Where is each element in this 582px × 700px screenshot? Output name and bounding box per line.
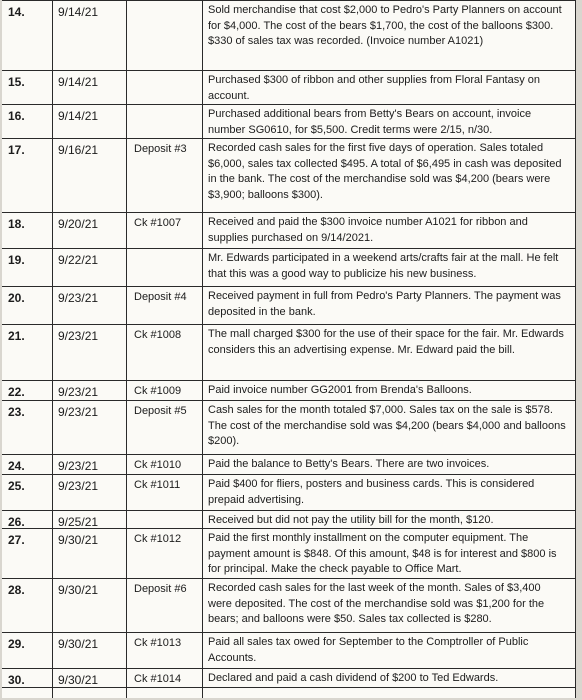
row-description: Purchased additional bears from Betty's Bears on account, invoice number SG0610, for $5,500. Credit terms were 2/15, n/30. bbox=[208, 108, 532, 136]
table-row bbox=[2, 324, 576, 381]
row-number: 21. bbox=[8, 329, 25, 343]
table-row bbox=[2, 632, 576, 669]
row-description: Purchased $300 of ribbon and other supplies from Floral Fantasy on account. bbox=[208, 74, 541, 102]
row-date: 9/14/21 bbox=[58, 109, 99, 123]
table-row bbox=[2, 104, 576, 139]
table-row bbox=[2, 286, 576, 325]
row-date: 9/14/21 bbox=[58, 75, 99, 89]
row-date: 9/23/21 bbox=[58, 459, 99, 473]
row-number: 14. bbox=[8, 5, 25, 19]
row-description: Paid all sales tax owed for September to the Comptroller of Public Accounts. bbox=[208, 636, 529, 664]
row-description: Sold merchandise that cost $2,000 to Pedro's Party Planners on account for $4,000. The cost of the bears $1,700, the cost of the balloons $300. $330 of sales tax was recorded. (Invoice number A1021) bbox=[208, 4, 562, 47]
row-description: Cash sales for the month totaled $7,000. Sales tax on the sale is $578. The cost of the merchandise sold was $4,200 (bears $4,000 and balloons $200). bbox=[208, 404, 566, 447]
row-date: 9/25/21 bbox=[58, 515, 99, 529]
row-reference: Deposit #5 bbox=[134, 405, 187, 417]
row-number: 16. bbox=[8, 109, 25, 123]
table-row bbox=[2, 380, 576, 401]
row-number: 25. bbox=[8, 479, 25, 493]
row-date: 9/30/21 bbox=[58, 533, 99, 547]
row-reference: Ck #1013 bbox=[134, 637, 182, 649]
transaction-sheet bbox=[2, 0, 576, 698]
row-number: 24. bbox=[8, 459, 25, 473]
row-date: 9/23/21 bbox=[58, 405, 99, 419]
row-date: 9/30/21 bbox=[58, 637, 99, 651]
row-description: Recorded cash sales for the last week of the month. Sales of $3,400 were deposited. The cost of the merchandise sold was $1,200 for the bears; and balloons were $50. Sales tax collected is $280. bbox=[208, 582, 545, 625]
row-date: 9/16/21 bbox=[58, 143, 99, 157]
row-description: Received payment in full from Pedro's Party Planners. The payment was deposited in the bank. bbox=[208, 290, 561, 318]
row-number: 28. bbox=[8, 583, 25, 597]
row-reference: Ck #1008 bbox=[134, 329, 182, 341]
row-date: 9/20/21 bbox=[58, 217, 99, 231]
table-row bbox=[2, 70, 576, 105]
row-date: 9/23/21 bbox=[58, 385, 99, 399]
row-date: 9/23/21 bbox=[58, 291, 99, 305]
table-row bbox=[2, 248, 576, 287]
table-row bbox=[2, 510, 576, 529]
row-number: 29. bbox=[8, 637, 25, 651]
row-reference: Ck #1011 bbox=[134, 479, 181, 491]
row-description: The mall charged $300 for the use of their space for the fair. Mr. Edwards considers this an advertising expense. Mr. Edward paid the bill. bbox=[208, 328, 564, 356]
row-date: 9/30/21 bbox=[58, 583, 99, 597]
row-reference: Ck #1009 bbox=[134, 385, 182, 397]
row-reference: Ck #1014 bbox=[134, 673, 182, 685]
table-row bbox=[2, 578, 576, 633]
table-bottom-border bbox=[2, 687, 576, 688]
row-number: 18. bbox=[8, 217, 25, 231]
row-number: 22. bbox=[8, 385, 25, 399]
row-reference: Ck #1010 bbox=[134, 459, 182, 471]
row-number: 26. bbox=[8, 515, 25, 529]
table-row bbox=[2, 400, 576, 455]
row-description: Received but did not pay the utility bill for the month, $120. bbox=[208, 514, 494, 526]
row-description: Recorded cash sales for the first five days of operation. Sales totaled $6,000, sales tax collected $495. A total of $6,495 in cash was deposited in the bank. The cost of the merchandise sold was $4,200 (bears were $3,900; balloons $300). bbox=[208, 142, 562, 201]
row-number: 20. bbox=[8, 291, 25, 305]
row-description: Received and paid the $300 invoice number A1021 for ribbon and supplies purchased on 9/14/2021. bbox=[208, 216, 528, 244]
row-reference: Deposit #6 bbox=[134, 583, 187, 595]
row-date: 9/30/21 bbox=[58, 673, 99, 687]
row-description: Mr. Edwards participated in a weekend arts/crafts fair at the mall. He felt that this was a good way to publicize his new business. bbox=[208, 252, 559, 280]
row-date: 9/14/21 bbox=[58, 5, 99, 19]
row-reference: Ck #1012 bbox=[134, 533, 182, 545]
table-row bbox=[2, 212, 576, 249]
row-date: 9/23/21 bbox=[58, 329, 99, 343]
table-row bbox=[2, 138, 576, 213]
row-number: 15. bbox=[8, 75, 25, 89]
row-number: 30. bbox=[8, 673, 25, 687]
row-description: Paid invoice number GG2001 from Brenda's Balloons. bbox=[208, 384, 472, 396]
row-reference: Deposit #4 bbox=[134, 291, 187, 303]
row-description: Paid the balance to Betty's Bears. There are two invoices. bbox=[208, 458, 490, 470]
row-number: 27. bbox=[8, 533, 25, 547]
table-row bbox=[2, 0, 576, 71]
table-row bbox=[2, 454, 576, 475]
row-description: Declared and paid a cash dividend of $200 to Ted Edwards. bbox=[208, 672, 499, 684]
row-description: Paid $400 for fliers, posters and business cards. This is considered prepaid advertising. bbox=[208, 478, 535, 506]
row-reference: Ck #1007 bbox=[134, 217, 182, 229]
row-number: 23. bbox=[8, 405, 25, 419]
row-date: 9/23/21 bbox=[58, 479, 99, 493]
row-number: 17. bbox=[8, 143, 25, 157]
table-row bbox=[2, 528, 576, 579]
table-row bbox=[2, 474, 576, 511]
row-reference: Deposit #3 bbox=[134, 143, 187, 155]
row-date: 9/22/21 bbox=[58, 253, 99, 267]
table-row bbox=[2, 668, 576, 689]
row-description: Paid the first monthly installment on the computer equipment. The payment amount is $848. Of this amount, $48 is for interest and $800 is for principal. Make the check payable to Office Mart. bbox=[208, 532, 557, 575]
row-number: 19. bbox=[8, 253, 25, 267]
